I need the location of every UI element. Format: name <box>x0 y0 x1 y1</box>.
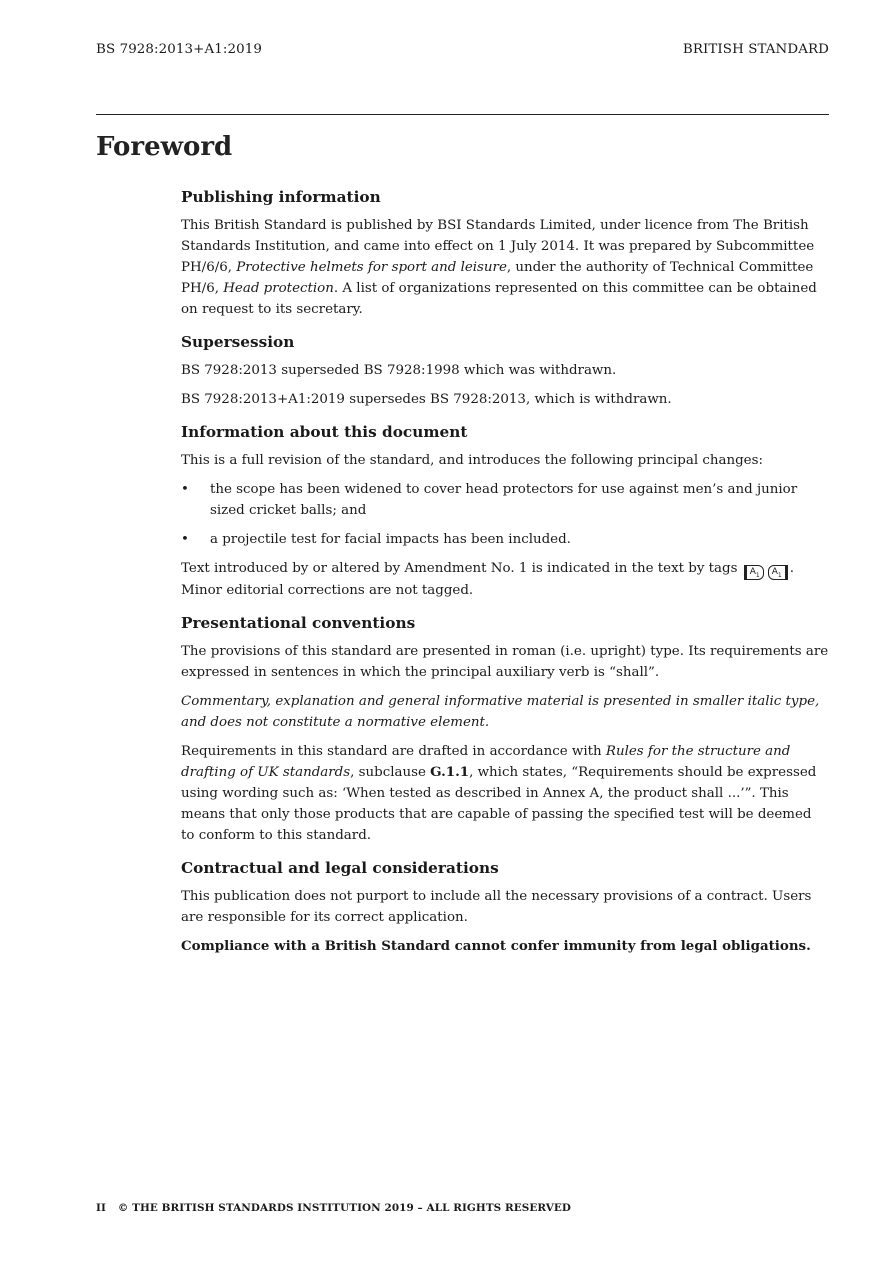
paragraph: This publication does not purport to include all the necessary provisions of a contract. Users are responsible for its correct application. <box>181 889 812 925</box>
list-item <box>181 479 829 521</box>
copyright-notice: © THE BRITISH STANDARDS INSTITUTION 2019 – ALL RIGHTS RESERVED <box>117 1202 572 1214</box>
amendment-open-tag-icon <box>744 565 764 580</box>
italic-title: Head protection <box>223 281 334 296</box>
section-supersession <box>181 331 829 410</box>
tag-letter: A <box>749 567 756 577</box>
text-run: . A list of organizations represented on this committee can be obtained on request to its secretary. <box>181 281 817 317</box>
foreword-content <box>181 186 829 968</box>
commentary-paragraph: Commentary, explanation and general informative material is presented in smaller italic type, and does not constitute a normative element. <box>181 694 820 730</box>
paragraph: BS 7928:2013+A1:2019 supersedes BS 7928:2013, which is withdrawn. <box>181 392 672 407</box>
page-number: II <box>96 1202 106 1214</box>
section-information-about-document <box>181 421 829 601</box>
tag-number: 1 <box>777 571 782 579</box>
list-item <box>181 529 829 550</box>
compliance-statement: Compliance with a British Standard cannot confer immunity from legal obligations. <box>181 938 811 954</box>
page-footer <box>96 1202 571 1214</box>
paragraph: BS 7928:2013 superseded BS 7928:1998 which was withdrawn. <box>181 363 617 378</box>
subclause-ref: G.1.1 <box>430 764 470 780</box>
section-heading: Publishing information <box>181 188 381 206</box>
changes-list <box>181 479 829 550</box>
bullet-icon: • <box>181 482 189 497</box>
tag-number: 1 <box>755 571 760 579</box>
section-heading: Contractual and legal considerations <box>181 859 499 877</box>
section-publishing-information <box>181 186 829 320</box>
list-item-text: a projectile test for facial impacts has been included. <box>210 532 571 547</box>
paragraph <box>181 558 829 601</box>
page-title: Foreword <box>96 132 233 162</box>
paragraph: The provisions of this standard are presented in roman (i.e. upright) type. Its requirements are expressed in sentences in which the principal auxiliary verb is “shall”. <box>181 644 829 680</box>
text-run: Text introduced by or altered by Amendment No. 1 is indicated in the text by tags <box>181 561 742 576</box>
section-presentational-conventions <box>181 612 829 846</box>
text-run: Requirements in this standard are drafted in accordance with <box>181 744 606 759</box>
text-run: , under the authority of Technical Committee PH/6, <box>181 260 814 296</box>
header-rule <box>96 114 829 115</box>
bullet-icon: • <box>181 532 189 547</box>
tag-letter: A <box>771 567 778 577</box>
italic-title: Protective helmets for sport and leisure <box>236 260 507 275</box>
header-standard-number: BS 7928:2013+A1:2019 <box>96 42 262 57</box>
amendment-close-tag-icon <box>768 565 788 580</box>
text-run: . Minor editorial corrections are not tagged. <box>181 561 794 598</box>
header-document-type: BRITISH STANDARD <box>682 42 829 57</box>
section-contractual-legal <box>181 857 829 957</box>
text-run: , which states, “Requirements should be expressed using wording such as: ‘When tested as described in Annex A, the product shall ...’”. This means that only those products that are capable of passing the specified test will be deemed to conform to this standard. <box>181 765 817 843</box>
italic-title: Rules for the structure and drafting of UK standards <box>181 744 791 780</box>
section-heading: Supersession <box>181 333 295 351</box>
section-heading: Information about this document <box>181 423 468 441</box>
paragraph <box>181 215 829 320</box>
text-run: , subclause <box>350 765 431 780</box>
paragraph <box>181 741 829 846</box>
list-item-text: the scope has been widened to cover head protectors for use against men’s and junior sized cricket balls; and <box>210 482 798 518</box>
section-heading: Presentational conventions <box>181 614 416 632</box>
text-run: This British Standard is published by BSI Standards Limited, under licence from The British Standards Institution, and came into effect on 1 July 2014. It was prepared by Subcommittee PH/6/6, <box>181 218 815 275</box>
paragraph: This is a full revision of the standard, and introduces the following principal changes: <box>181 453 763 468</box>
